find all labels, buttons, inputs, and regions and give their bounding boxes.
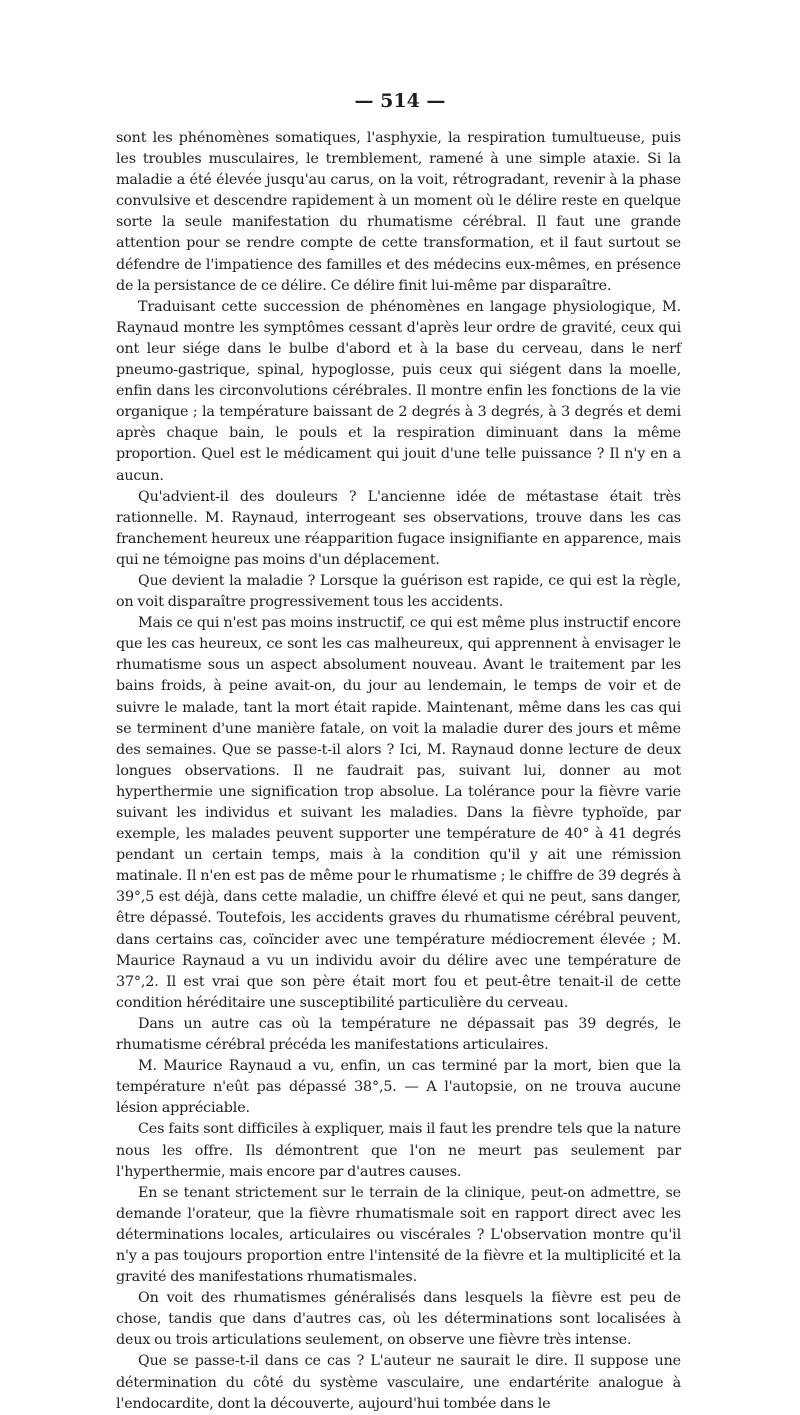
paragraph: M. Maurice Raynaud a vu, enfin, un cas terminé par la mort, bien que la température n'eût pas dépassé 38°,5. — A l'autopsie, on ne trouva aucune lésion appréciable. bbox=[116, 1058, 681, 1117]
paragraph: Que devient la maladie ? Lorsque la guérison est rapide, ce qui est la règle, on voit disparaître progressivement tous les accidents. bbox=[116, 572, 681, 611]
paragraph: Que se passe-t-il dans ce cas ? L'auteur ne saurait le dire. Il suppose une détermination du côté du système vasculaire, une endartérite analogue à l'endocardite, dont la découverte, aujourd'hui tombée dans le bbox=[116, 1353, 681, 1412]
paragraph: Traduisant cette succession de phénomènes en langage physiologique, M. Raynaud montre les symptômes cessant d'après leur ordre de gravité, ceux qui ont leur siége dans le bulbe d'abord et à la base du cerveau, dans le nerf pneumo-gastrique, spinal, hypoglosse, puis ceux qui siégent dans la moelle, enfin dans les circonvolutions cérébrales. Il montre enfin les fonctions de la vie organique ; la température baissant de 2 degrés à 3 degrés, à 3 degrés et demi après chaque bain, le pouls et la respiration diminuant dans la même proportion. Quel est le médicament qui jouit d'une telle puissance ? Il n'y en a aucun. bbox=[116, 298, 681, 484]
paragraph: On voit des rhumatismes généralisés dans lesquels la fièvre est peu de chose, tandis que dans d'autres cas, où les déterminations sont localisées à deux ou trois articulations seulement, on observe une fièvre très intense. bbox=[116, 1290, 681, 1349]
paragraph: Ces faits sont difficiles à expliquer, mais il faut les prendre tels que la nature nous les offre. Ils démontrent que l'on ne meurt pas seulement par l'hyperthermie, mais encore par d'autres causes. bbox=[116, 1121, 681, 1180]
paragraph: sont les phénomènes somatiques, l'asphyxie, la respiration tumultueuse, puis les troubles musculaires, le tremblement, ramené à une simple ataxie. Si la maladie a été élevée jusqu'au carus, on la voit, rétrogradant, revenir à la phase convulsive et descendre rapidement à un moment où le délire reste en quelque sorte la seule manifestation du rhumatisme cérébral. Il faut une grande attention pour se rendre compte de cette transformation, et il faut surtout se défendre de l'impatience des familles et des médecins eux-mêmes, en présence de la persistance de ce délire. Ce délire finit lui-même par disparaître. bbox=[116, 130, 681, 294]
paragraph: En se tenant strictement sur le terrain de la clinique, peut-on admettre, se demande l'orateur, que la fièvre rhumatismale soit en rapport direct avec les déterminations locales, articulaires ou viscérales ? L'observation montre qu'il n'y a pas toujours proportion entre l'intensité de la fièvre et la multiplicité et la gravité des manifestations rhumatismales. bbox=[116, 1184, 681, 1286]
page-number: — 514 — bbox=[354, 90, 446, 112]
page-body bbox=[116, 128, 681, 1415]
paragraph: Mais ce qui n'est pas moins instructif, ce qui est même plus instructif encore que les cas heureux, ce sont les cas malheureux, qui apprennent à envisager le rhumatisme sous un aspect absolument nouveau. Avant le traitement par les bains froids, à peine avait-on, du jour au lendemain, le temps de voir et de suivre le malade, tant la mort était rapide. Maintenant, même dans les cas qui se terminent d'une manière fatale, on voit la maladie durer des jours et même des semaines. Que se passe-t-il alors ? Ici, M. Raynaud donne lecture de deux longues observations. Il ne faudrait pas, suivant lui, donner au mot hyperthermie une signification trop absolue. La tolérance pour la fièvre varie suivant les individus et suivant les maladies. Dans la fièvre typhoïde, par exemple, les malades peuvent supporter une température de 40° à 41 degrés pendant un certain temps, mais à la condition qu'il y ait une rémission matinale. Il n'en est pas de même pour le rhumatisme ; le chiffre de 39 degrés à 39°,5 est déjà, dans cette maladie, un chiffre élevé et qui ne peut, sans danger, être dépassé. Toutefois, les accidents graves du rhumatisme cérébral peuvent, dans certains cas, coïncider avec une température médiocrement élevée ; M. Maurice Raynaud a vu un individu avoir du délire avec une température de 37°,2. Il est vrai que son père était mort fou et peut-être tenait-il de cette condition héréditaire une susceptibilité particulière du cerveau. bbox=[116, 615, 681, 1011]
paragraph: Qu'advient-il des douleurs ? L'ancienne idée de métastase était très rationnelle. M. Raynaud, interrogeant ses observations, trouve dans les cas franchement heureux une réapparition fugace insignifiante en apparence, mais qui ne témoigne pas moins d'un déplacement. bbox=[116, 488, 681, 568]
paragraph: Dans un autre cas où la température ne dépassait pas 39 degrés, le rhumatisme cérébral précéda les manifestations articulaires. bbox=[116, 1015, 681, 1054]
